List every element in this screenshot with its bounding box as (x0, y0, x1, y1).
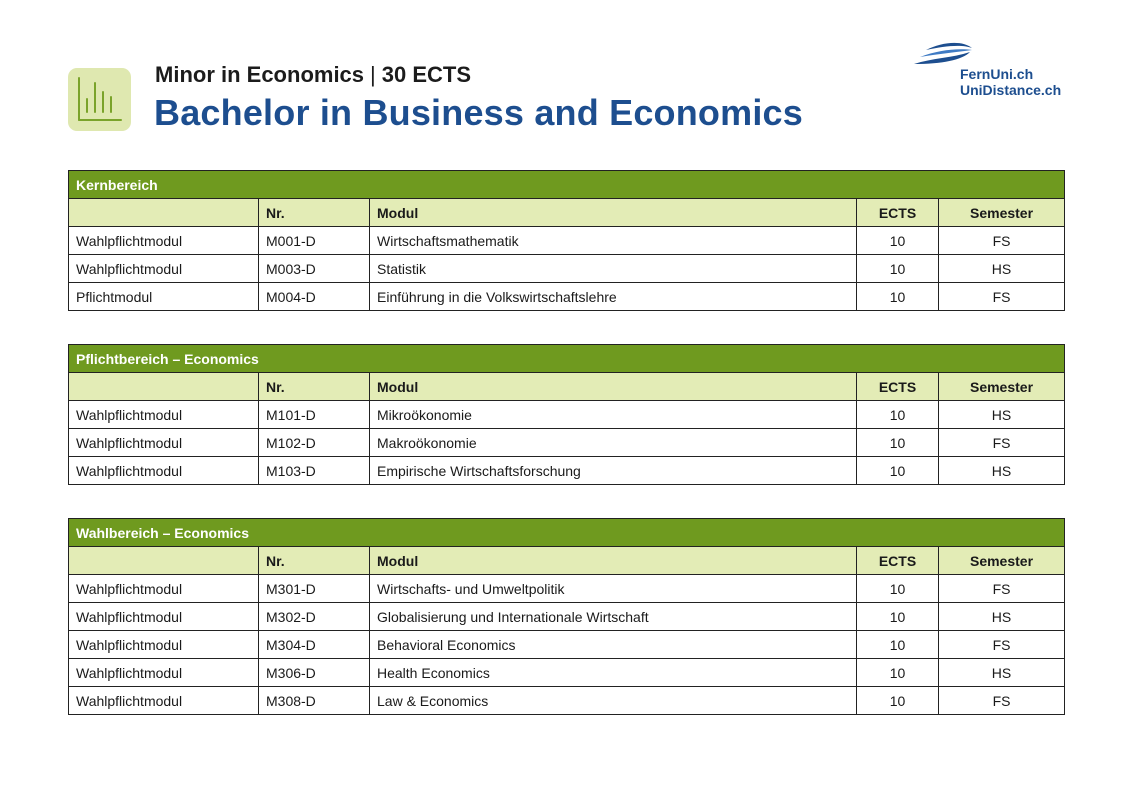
cell-type: Wahlpflichtmodul (69, 429, 259, 457)
table-row (69, 227, 1065, 255)
cell-nr: M304-D (259, 631, 370, 659)
cell-semester: FS (939, 575, 1065, 603)
cell-nr: M302-D (259, 603, 370, 631)
logo-text-unidistance: UniDistance.ch (960, 82, 1062, 98)
table-row (69, 283, 1065, 311)
cell-semester: HS (939, 401, 1065, 429)
column-header-semester: Semester (939, 547, 1065, 575)
cell-modul: Einführung in die Volkswirtschaftslehre (370, 283, 857, 311)
module-table (68, 344, 1065, 485)
cell-nr: M101-D (259, 401, 370, 429)
column-header-nr: Nr. (259, 199, 370, 227)
column-header-nr: Nr. (259, 547, 370, 575)
cell-type: Wahlpflichtmodul (69, 603, 259, 631)
cell-semester: FS (939, 631, 1065, 659)
column-header-ects: ECTS (857, 199, 939, 227)
cell-ects: 10 (857, 687, 939, 715)
column-header-row (69, 547, 1065, 575)
column-header-ects: ECTS (857, 373, 939, 401)
cell-type: Wahlpflichtmodul (69, 401, 259, 429)
cell-semester: FS (939, 429, 1065, 457)
column-header-nr: Nr. (259, 373, 370, 401)
cell-semester: FS (939, 227, 1065, 255)
column-header-modul: Modul (370, 199, 857, 227)
cell-ects: 10 (857, 255, 939, 283)
section-header-row (69, 519, 1065, 547)
table-row (69, 603, 1065, 631)
module-table (68, 518, 1065, 715)
cell-modul: Globalisierung und Internationale Wirtschaft (370, 603, 857, 631)
cell-semester: FS (939, 687, 1065, 715)
logo-text-fernuni: FernUni.ch (960, 66, 1034, 82)
cell-ects: 10 (857, 659, 939, 687)
cell-type: Wahlpflichtmodul (69, 631, 259, 659)
table-row (69, 457, 1065, 485)
table-row (69, 659, 1065, 687)
table-row (69, 401, 1065, 429)
cell-type: Wahlpflichtmodul (69, 227, 259, 255)
cell-nr: M003-D (259, 255, 370, 283)
table-row (69, 429, 1065, 457)
column-header-row (69, 199, 1065, 227)
page-title: Bachelor in Business and Economics (154, 92, 803, 133)
cell-ects: 10 (857, 575, 939, 603)
column-header-semester: Semester (939, 199, 1065, 227)
cell-modul: Law & Economics (370, 687, 857, 715)
cell-type: Pflichtmodul (69, 283, 259, 311)
table-row (69, 631, 1065, 659)
cell-nr: M004-D (259, 283, 370, 311)
column-header-type (69, 199, 259, 227)
cell-ects: 10 (857, 631, 939, 659)
cell-semester: HS (939, 659, 1065, 687)
cell-type: Wahlpflichtmodul (69, 659, 259, 687)
bar-chart-icon (68, 68, 131, 131)
fernuni-logo (912, 40, 1072, 102)
column-header-semester: Semester (939, 373, 1065, 401)
column-header-modul: Modul (370, 373, 857, 401)
cell-ects: 10 (857, 283, 939, 311)
cell-ects: 10 (857, 401, 939, 429)
column-header-type (69, 547, 259, 575)
column-header-type (69, 373, 259, 401)
cell-type: Wahlpflichtmodul (69, 687, 259, 715)
column-header-ects: ECTS (857, 547, 939, 575)
cell-semester: HS (939, 457, 1065, 485)
cell-type: Wahlpflichtmodul (69, 457, 259, 485)
table-row (69, 255, 1065, 283)
cell-modul: Wirtschafts- und Umweltpolitik (370, 575, 857, 603)
table-row (69, 687, 1065, 715)
cell-nr: M308-D (259, 687, 370, 715)
cell-ects: 10 (857, 227, 939, 255)
cell-modul: Behavioral Economics (370, 631, 857, 659)
cell-type: Wahlpflichtmodul (69, 255, 259, 283)
cell-modul: Empirische Wirtschaftsforschung (370, 457, 857, 485)
section-header-row (69, 345, 1065, 373)
cell-type: Wahlpflichtmodul (69, 575, 259, 603)
cell-modul: Health Economics (370, 659, 857, 687)
cell-semester: FS (939, 283, 1065, 311)
cell-ects: 10 (857, 603, 939, 631)
subtitle-separator: | (370, 62, 376, 87)
table-row (69, 575, 1065, 603)
section-title: Pflichtbereich – Economics (69, 345, 1065, 373)
section-title: Wahlbereich – Economics (69, 519, 1065, 547)
ects-total: 30 ECTS (381, 62, 472, 87)
cell-nr: M103-D (259, 457, 370, 485)
cell-semester: HS (939, 255, 1065, 283)
column-header-row (69, 373, 1065, 401)
cell-nr: M001-D (259, 227, 370, 255)
cell-ects: 10 (857, 457, 939, 485)
cell-modul: Statistik (370, 255, 857, 283)
minor-label: Minor in Economics (155, 62, 365, 87)
cell-semester: HS (939, 603, 1065, 631)
column-header-modul: Modul (370, 547, 857, 575)
module-table (68, 170, 1065, 311)
page-subtitle (155, 62, 471, 88)
cell-nr: M301-D (259, 575, 370, 603)
cell-nr: M102-D (259, 429, 370, 457)
cell-modul: Wirtschaftsmathematik (370, 227, 857, 255)
cell-modul: Mikroökonomie (370, 401, 857, 429)
cell-ects: 10 (857, 429, 939, 457)
cell-modul: Makroökonomie (370, 429, 857, 457)
section-title: Kernbereich (69, 171, 1065, 199)
cell-nr: M306-D (259, 659, 370, 687)
section-header-row (69, 171, 1065, 199)
